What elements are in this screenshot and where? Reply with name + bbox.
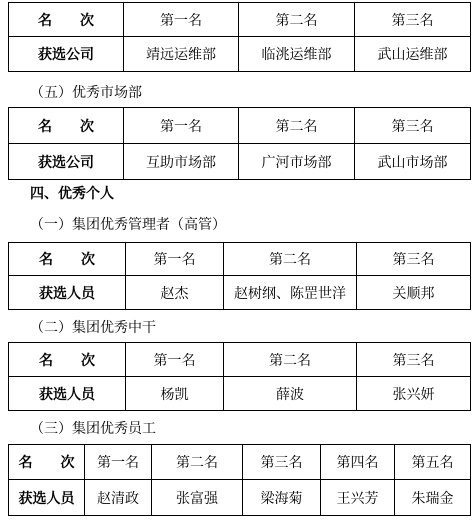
table-row-label: 获选公司: [9, 37, 124, 72]
table-header-label: 名 次: [9, 343, 126, 377]
table-header-label: 名 次: [9, 108, 124, 144]
table-cell: 关顺邦: [357, 276, 471, 310]
table-header-cell: 第五名: [395, 445, 471, 480]
table-header-cell: 第三名: [355, 3, 471, 37]
table-header-cell: 第二名: [239, 108, 355, 144]
section-heading-senior-managers: （一）集团优秀管理者（高管）: [30, 217, 226, 233]
section-heading-individuals: 四、优秀个人: [30, 186, 114, 202]
table-cell: 武山市场部: [355, 144, 471, 180]
award-table-senior-managers: [8, 242, 471, 310]
section-heading-middle-managers: （二）集团优秀中干: [30, 320, 156, 336]
award-table-middle-managers: [8, 342, 471, 411]
table-row-label: 获选人员: [9, 276, 126, 310]
table-header-cell: 第三名: [243, 445, 321, 480]
table-row-label: 获选人员: [9, 480, 85, 516]
table-cell: 互助市场部: [124, 144, 239, 180]
table-cell: 赵杰: [126, 276, 224, 310]
table-cell: 梁海菊: [243, 480, 321, 516]
section-heading-market: （五）优秀市场部: [30, 85, 142, 101]
table-header-cell: 第二名: [152, 445, 243, 480]
table-header-label: 名 次: [9, 445, 85, 480]
table-cell: 武山运维部: [355, 37, 471, 72]
section-heading-employees: （三）集团优秀员工: [30, 421, 156, 437]
table-cell: 张兴妍: [357, 377, 471, 411]
table-header-cell: 第二名: [239, 3, 355, 37]
table-cell: 朱瑞金: [395, 480, 471, 516]
award-table-market: [8, 107, 471, 180]
table-cell: 薛波: [224, 377, 357, 411]
table-header-cell: 第一名: [124, 108, 239, 144]
table-cell: 杨凯: [126, 377, 224, 411]
table-header-label: 名 次: [9, 3, 124, 37]
table-cell: 赵清政: [85, 480, 152, 516]
table-cell: 王兴芳: [321, 480, 395, 516]
award-table-operations: [8, 2, 471, 72]
table-cell: 赵树纲、陈罡世洋: [224, 276, 357, 310]
table-cell: 张富强: [152, 480, 243, 516]
table-row-label: 获选人员: [9, 377, 126, 411]
table-header-cell: 第一名: [85, 445, 152, 480]
table-header-cell: 第一名: [126, 243, 224, 276]
table-header-cell: 第三名: [357, 343, 471, 377]
award-table-employees: [8, 444, 471, 516]
table-header-cell: 第三名: [357, 243, 471, 276]
table-row-label: 获选公司: [9, 144, 124, 180]
table-header-cell: 第三名: [355, 108, 471, 144]
table-header-cell: 第一名: [126, 343, 224, 377]
table-cell: 临洮运维部: [239, 37, 355, 72]
table-cell: 靖远运维部: [124, 37, 239, 72]
table-header-cell: 第一名: [124, 3, 239, 37]
table-header-cell: 第二名: [224, 243, 357, 276]
table-header-label: 名 次: [9, 243, 126, 276]
table-header-cell: 第二名: [224, 343, 357, 377]
table-cell: 广河市场部: [239, 144, 355, 180]
table-header-cell: 第四名: [321, 445, 395, 480]
